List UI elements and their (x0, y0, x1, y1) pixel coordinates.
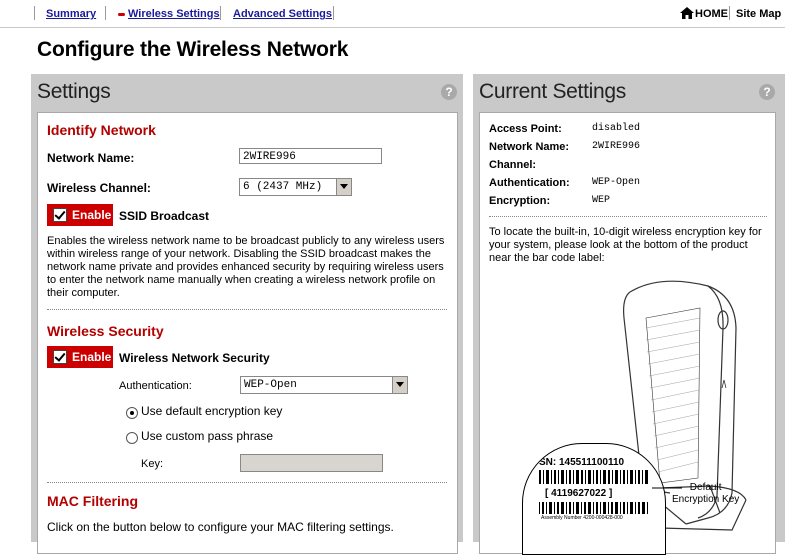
barcode-label (522, 443, 666, 555)
custom-phrase-radio[interactable] (126, 432, 138, 444)
nav-separator (729, 6, 730, 20)
network-name-label: Network Name: (47, 151, 135, 165)
wireless-network-security-label: Wireless Network Security (119, 351, 270, 365)
divider (47, 309, 447, 310)
default-encryption-key-callout: Default Encryption Key (672, 482, 740, 505)
key-label: Key: (141, 458, 164, 470)
top-nav (0, 0, 785, 28)
settings-body (37, 112, 458, 554)
current-row-key: Channel: (489, 159, 537, 171)
authentication-label: Authentication: (119, 380, 192, 392)
barcode-icon (539, 502, 649, 514)
custom-phrase-label: Use custom pass phrase (141, 429, 274, 443)
current-row-value: WEP (592, 195, 611, 206)
assembly-number: Assembly Number 4200-000428-000 (541, 515, 623, 521)
ssid-enable-checkbox[interactable] (47, 204, 113, 226)
divider (47, 482, 447, 483)
current-settings-body (479, 112, 776, 554)
nav-wireless-settings-link[interactable]: Wireless Settings (128, 8, 220, 20)
checkbox-checked-icon (53, 208, 67, 222)
default-key-label: Use default encryption key (141, 404, 283, 418)
authentication-value: WEP-Open (244, 379, 297, 391)
current-row-key: Encryption: (489, 195, 551, 207)
ssid-description: Enables the wireless network name to be broadcast publicly to any wireless users within wireless range of your network. Disabling the SSID broadcast makes the network name private and provides enhanced security by requiring wireless users to enter the network name manually when creating a wireless network profile on their computer. (47, 235, 445, 299)
current-settings-title: Current Settings (479, 80, 626, 103)
home-label: HOME (695, 8, 728, 20)
identify-network-heading: Identify Network (47, 122, 156, 138)
current-row-value: disabled (592, 123, 641, 134)
enable-label: Enable (72, 208, 112, 222)
help-icon[interactable]: ? (441, 84, 457, 100)
serial-number: SN: 145511100110 (539, 457, 625, 468)
nav-separator (220, 6, 221, 20)
current-settings-panel (473, 74, 785, 542)
home-icon (680, 7, 694, 19)
help-icon[interactable]: ? (759, 84, 775, 100)
security-enable-checkbox[interactable] (47, 346, 113, 368)
active-indicator (118, 13, 125, 16)
mac-filtering-heading: MAC Filtering (47, 493, 138, 509)
settings-panel (31, 74, 463, 542)
encryption-key-instructions: To locate the built-in, 10-digit wireless encryption key for your system, please look at the bottom of the product near the bar code label: (489, 226, 762, 264)
wireless-channel-label: Wireless Channel: (47, 181, 151, 195)
current-row-key: Access Point: (489, 123, 562, 135)
network-name-input[interactable]: 2WIRE996 (239, 148, 382, 164)
nav-summary-link[interactable]: Summary (46, 8, 97, 20)
divider (489, 216, 767, 217)
current-row-key: Network Name: (489, 141, 570, 153)
current-row-value: WEP-Open (592, 177, 641, 188)
key-input[interactable] (240, 454, 383, 472)
enable-label: Enable (72, 350, 112, 364)
current-row-key: Authentication: (489, 177, 570, 189)
checkbox-checked-icon (53, 350, 67, 364)
chevron-down-icon[interactable] (392, 377, 407, 393)
default-key-radio[interactable] (126, 407, 138, 419)
nav-separator (333, 6, 334, 20)
ssid-broadcast-label: SSID Broadcast (119, 209, 210, 223)
nav-separator (34, 6, 35, 20)
authentication-select[interactable] (240, 376, 408, 394)
wireless-channel-value: 6 (2437 MHz) (243, 181, 323, 193)
wireless-channel-select[interactable] (239, 178, 352, 196)
nav-separator (105, 6, 106, 20)
settings-title: Settings (37, 80, 111, 103)
default-encryption-key-value: [ 4119627022 ] (545, 488, 613, 499)
current-row-value: 2WIRE996 (592, 141, 641, 152)
chevron-down-icon[interactable] (336, 179, 351, 195)
page-title: Configure the Wireless Network (37, 38, 349, 61)
barcode-icon (539, 470, 649, 484)
wireless-security-heading: Wireless Security (47, 323, 164, 339)
site-map-link[interactable]: Site Map (736, 8, 782, 20)
nav-advanced-settings-link[interactable]: Advanced Settings (233, 8, 333, 20)
mac-filtering-description: Click on the button below to configure your MAC filtering settings. (47, 520, 394, 534)
